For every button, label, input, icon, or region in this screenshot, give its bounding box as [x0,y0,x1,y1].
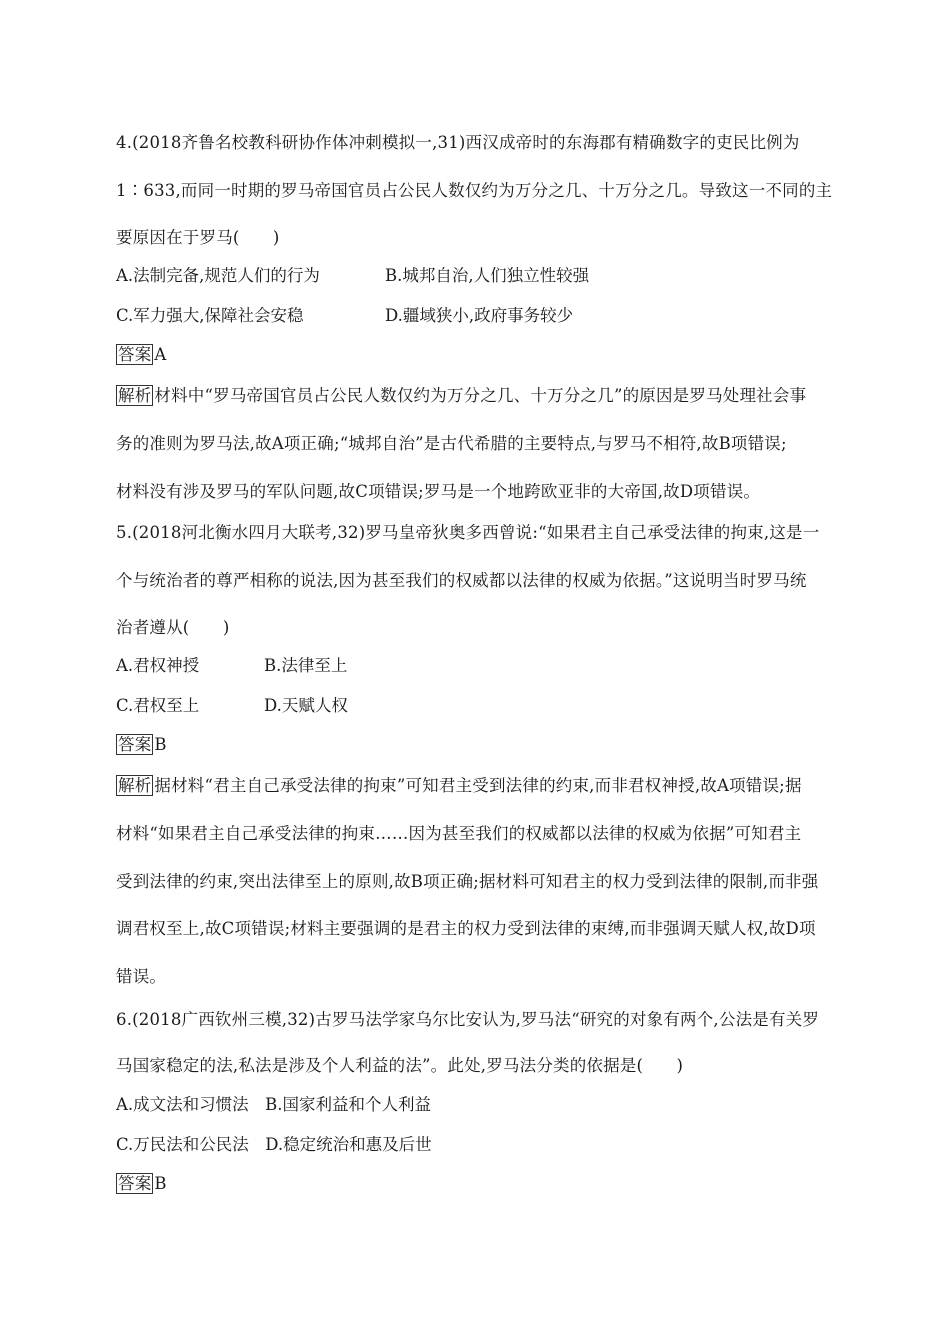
q5-analysis-line-2: 材料“如果君主自己承受法律的拘束……因为甚至我们的权威都以法律的权威为依据”可知君主 [116,824,802,843]
q5-stem-line-3: 治者遵从( ) [116,618,230,637]
q5-option-b: B.法律至上 [264,656,348,675]
q4-analysis-line-3: 材料没有涉及罗马的军队问题,故C项错误;罗马是一个地跨欧亚非的大帝国,故D项错误。 [116,482,761,501]
q4-option-c: C.军力强大,保障社会安稳 [116,306,304,325]
answer-value: B [154,735,167,754]
q5-option-a: A.君权神授 [116,656,200,675]
q6-stem-line-2: 马国家稳定的法,私法是涉及个人利益的法”。此处,罗马法分类的依据是( ) [116,1056,684,1075]
answer-value: B [154,1174,167,1193]
q5-analysis-line-4: 调君权至上,故C项错误;材料主要强调的是君主的权力受到法律的束缚,而非强调天赋人权,故D项 [116,919,816,938]
q6-answer [116,1173,836,1195]
q5-option-c: C.君权至上 [116,696,200,715]
q5-stem-line-2: 个与统治者的尊严相称的说法,因为甚至我们的权威都以法律的权威为依据。”这说明当时罗马统 [116,571,807,590]
q4-stem-line-2: 1∶633,而同一时期的罗马帝国官员占公民人数仅约为万分之几、十万分之几。导致这一不同的主 [116,181,833,200]
analysis-text: 材料中“罗马帝国官员占公民人数仅约为万分之几、十万分之几”的原因是罗马处理社会事 [154,386,807,405]
q5-analysis-line-3: 受到法律的约束,突出法律至上的原则,故B项正确;据材料可知君主的权力受到法律的限制,而非强 [116,872,819,891]
analysis-tag: 解析 [118,776,152,795]
q4-option-d: D.疆域狭小,政府事务较少 [385,306,574,325]
q4-stem-line-3: 要原因在于罗马( ) [116,228,280,247]
q5-analysis-line-5: 错误。 [116,967,167,986]
q4-option-b: B.城邦自治,人们独立性较强 [385,266,590,285]
answer-value: A [154,345,167,364]
q6-option-cd: C.万民法和公民法 D.稳定统治和惠及后世 [116,1135,432,1154]
q5-answer [116,734,836,756]
q6-stem-line-1: 6.(2018广西钦州三模,32)古罗马法学家乌尔比安认为,罗马法“研究的对象有两个,公法是有关罗 [116,1010,820,1029]
analysis-text: 据材料“君主自己承受法律的拘束”可知君主受到法律的约束,而非君权神授,故A项错误;据 [154,776,802,795]
q5-option-d: D.天赋人权 [264,696,348,715]
q4-answer [116,344,836,366]
answer-tag: 答案 [118,345,152,364]
q4-stem-line-1: 4.(2018齐鲁名校教科研协作体冲刺模拟一,31)西汉成帝时的东海郡有精确数字的吏民比例为 [116,133,800,152]
answer-tag: 答案 [118,1174,152,1193]
q4-option-a: A.法制完备,规范人们的行为 [116,266,320,285]
q4-analysis-line-1 [116,385,836,407]
q5-analysis-line-1 [116,775,836,797]
q6-option-ab: A.成文法和习惯法 B.国家利益和个人利益 [116,1095,432,1114]
q5-stem-line-1: 5.(2018河北衡水四月大联考,32)罗马皇帝狄奥多西曾说:“如果君主自己承受法律的拘束,这是一 [116,523,820,542]
analysis-tag: 解析 [118,386,152,405]
answer-tag: 答案 [118,735,152,754]
q4-analysis-line-2: 务的准则为罗马法,故A项正确;“城邦自治”是古代希腊的主要特点,与罗马不相符,故B项错误; [116,434,787,453]
